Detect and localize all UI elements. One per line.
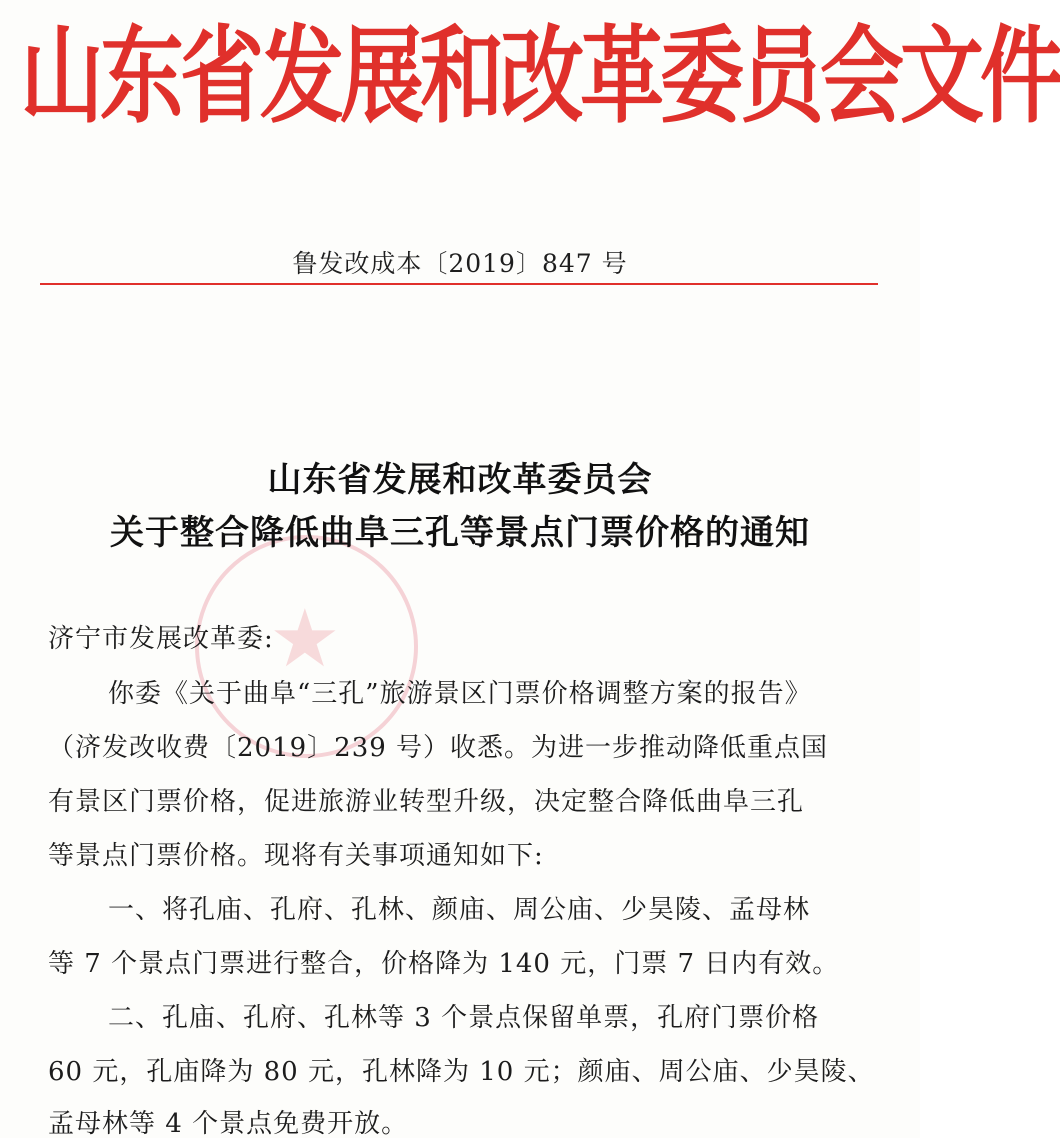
paragraph-3-line: 二、孔庙、孔府、孔林等 3 个景点保留单票，孔府门票价格 <box>108 1003 820 1033</box>
paragraph-2-line: 一、将孔庙、孔府、孔林、颜庙、周公庙、少昊陵、孟母林 <box>108 895 811 925</box>
notice-title-line-1: 山东省发展和改革委员会 <box>267 460 653 500</box>
agency-header: 山东省发展和改革委员会文件 <box>20 14 1060 138</box>
paragraph-2-line: 等 7 个景点门票进行整合，价格降为 140 元，门票 7 日内有效。 <box>48 949 840 979</box>
paragraph-1-line: 等景点门票价格。现将有关事项通知如下: <box>48 841 544 871</box>
paragraph-3-line: 60 元，孔庙降为 80 元，孔林降为 10 元；颜庙、周公庙、少昊陵、 <box>48 1057 875 1087</box>
paragraph-3-line: 孟母林等 4 个景点免费开放。 <box>48 1109 409 1139</box>
red-divider-line <box>40 283 878 285</box>
addressee: 济宁市发展改革委: <box>48 624 274 654</box>
document-number: 鲁发改成本〔2019〕847 号 <box>292 249 628 278</box>
paragraph-1-line: 有景区门票价格，促进旅游业转型升级，决定整合降低曲阜三孔 <box>48 787 805 817</box>
paragraph-1-line: （济发改收费〔2019〕239 号）收悉。为进一步推动降低重点国 <box>48 733 829 763</box>
notice-title-line-2: 关于整合降低曲阜三孔等景点门票价格的通知 <box>110 513 810 553</box>
seal-star-icon: ★ <box>269 592 341 685</box>
paragraph-1-line: 你委《关于曲阜“三孔”旅游景区门票价格调整方案的报告》 <box>108 679 812 709</box>
